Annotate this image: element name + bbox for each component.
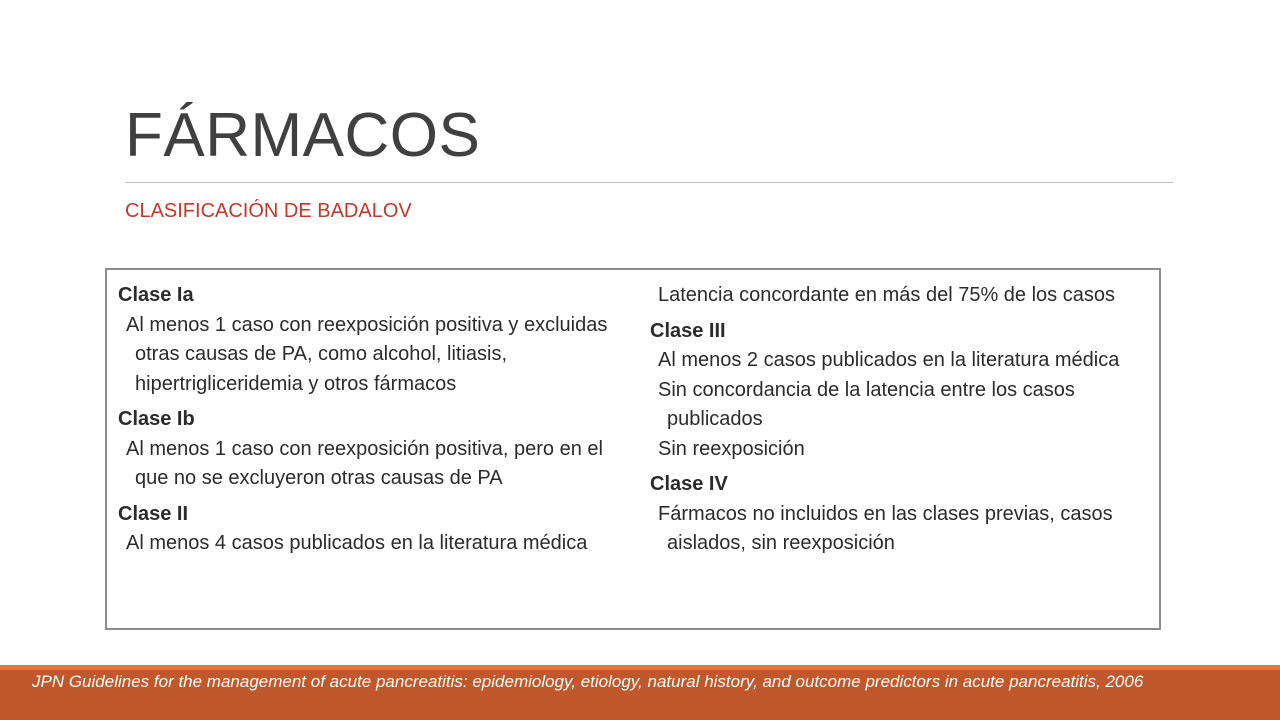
class-heading: Clase Ib bbox=[118, 408, 195, 430]
class-ib-block bbox=[118, 405, 623, 494]
class-ii-continuation: Latencia concordante en más del 75% de los casos bbox=[658, 284, 1115, 306]
badalov-classification-table bbox=[105, 268, 1161, 630]
class-criterion: Al menos 4 casos publicados en la literatura médica bbox=[126, 532, 588, 554]
footer-citation: JPN Guidelines for the management of acute pancreatitis: epidemiology, etiology, natural history, and outcome predictors in acute pancreatitis, 2006 bbox=[32, 672, 1144, 691]
footer-bar bbox=[0, 665, 1280, 720]
class-criterion: Al menos 2 casos publicados en la literatura médica bbox=[658, 349, 1120, 371]
class-heading: Clase IV bbox=[650, 473, 728, 495]
table-left-column bbox=[118, 281, 623, 565]
footer-accent-line bbox=[0, 665, 1280, 670]
table-right-column bbox=[650, 281, 1150, 565]
class-iv-block bbox=[650, 470, 1150, 559]
class-iii-block bbox=[650, 317, 1150, 465]
class-heading: Clase Ia bbox=[118, 284, 194, 306]
class-heading: Clase II bbox=[118, 502, 189, 525]
class-criterion: Al menos 1 caso con reexposición positiva y excluidas otras causas de PA, como alcohol, litiasis, hipertrigliceridemia y otros fármacos bbox=[126, 313, 608, 395]
slide-title: FÁRMACOS bbox=[125, 101, 481, 170]
class-ia-block bbox=[118, 281, 623, 399]
class-criterion: Sin reexposición bbox=[658, 437, 805, 460]
class-heading: Clase III bbox=[650, 319, 726, 342]
class-criterion: Al menos 1 caso con reexposición positiva, pero en el que no se excluyeron otras causas de PA bbox=[126, 437, 603, 489]
class-ii-block bbox=[118, 500, 623, 559]
class-criterion: Fármacos no incluidos en las clases previas, casos aislados, sin reexposición bbox=[658, 502, 1113, 554]
title-divider bbox=[125, 182, 1173, 183]
slide-subtitle: CLASIFICACIÓN DE BADALOV bbox=[125, 200, 412, 222]
class-criterion: Sin concordancia de la latencia entre los casos publicados bbox=[658, 378, 1075, 430]
